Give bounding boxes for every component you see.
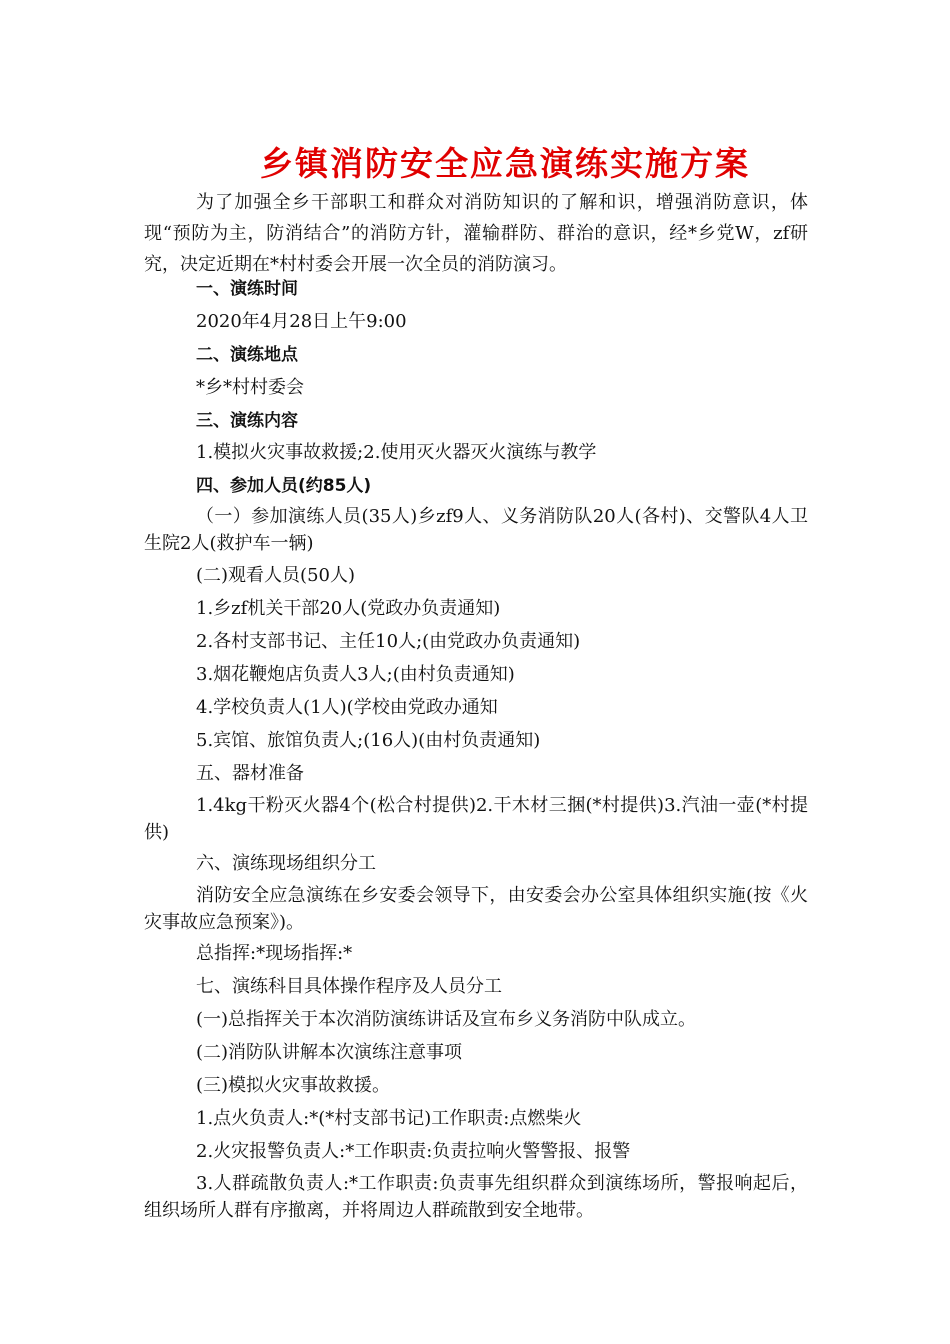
list-item: (一)总指挥关于本次消防演练讲话及宣布乡义务消防中队成立。 (196, 1009, 697, 1030)
list-item: 1.乡zf机关干部20人(党政办负责通知) (196, 598, 501, 619)
drill-location-text: *乡*村村委会 (196, 377, 304, 398)
command-line: 总指挥:*现场指挥:* (196, 943, 353, 964)
section-heading-equipment: 五、器材准备 (196, 763, 304, 784)
drill-content-text: 1.模拟火灾事故救援;2.使用灭火器灭火演练与教学 (196, 442, 597, 463)
equipment-paragraph: 1.4kg干粉灭火器4个(松合村提供)2.干木材三捆(*村提供)3.汽油一壶(*村提供) (144, 795, 808, 843)
section-heading-procedure: 七、演练科目具体操作程序及人员分工 (196, 976, 502, 997)
list-item: 1.点火负责人:*(*村支部书记)工作职责:点燃柴火 (196, 1108, 582, 1129)
list-item: 4.学校负责人(1人)(学校由党政办通知 (196, 697, 498, 718)
evacuation-paragraph: 3.人群疏散负责人:*工作职责:负责事先组织群众到演练场所，警报响起后，组织场所人群有序撤离，并将周边人群疏散到安全地带。 (144, 1173, 808, 1221)
list-item: (二)消防队讲解本次演练注意事项 (196, 1042, 463, 1063)
list-item: 5.宾馆、旅馆负责人;(16人)(由村负责通知) (196, 730, 541, 751)
section-heading-time: 一、演练时间 (196, 279, 298, 299)
organization-paragraph: 消防安全应急演练在乡安委会领导下，由安委会办公室具体组织实施(按《火灾事故应急预案》)。 (144, 885, 808, 933)
participants-paragraph: （一）参加演练人员(35人)乡zf9人、义务消防队20人(各村)、交警队4人卫生院2人(救护车一辆) (144, 506, 808, 554)
list-item: 3.烟花鞭炮店负责人3人;(由村负责通知) (196, 664, 515, 685)
document-title: 乡镇消防安全应急演练实施方案 (260, 144, 750, 183)
section-heading-location: 二、演练地点 (196, 345, 298, 365)
section-heading-participants: 四、参加人员(约85人) (196, 476, 372, 496)
list-item: 2.火灾报警负责人:*工作职责:负责拉响火警警报、报警 (196, 1141, 631, 1162)
section-heading-organization: 六、演练现场组织分工 (196, 853, 376, 874)
observers-subheading: (二)观看人员(50人) (196, 565, 355, 586)
intro-paragraph: 为了加强全乡干部职工和群众对消防知识的了解和识，增强消防意识，体现“预防为主，防消结合”的消防方针，灌输群防、群治的意识，经*乡党W，zf研究，决定近期在*村村委会开展一次全员的消防演习。 (144, 192, 808, 275)
list-item: 2.各村支部书记、主任10人;(由党政办负责通知) (196, 631, 581, 652)
list-item: (三)模拟火灾事故救援。 (196, 1075, 391, 1096)
drill-time-text: 2020年4月28日上午9:00 (196, 311, 407, 332)
section-heading-content: 三、演练内容 (196, 411, 298, 431)
